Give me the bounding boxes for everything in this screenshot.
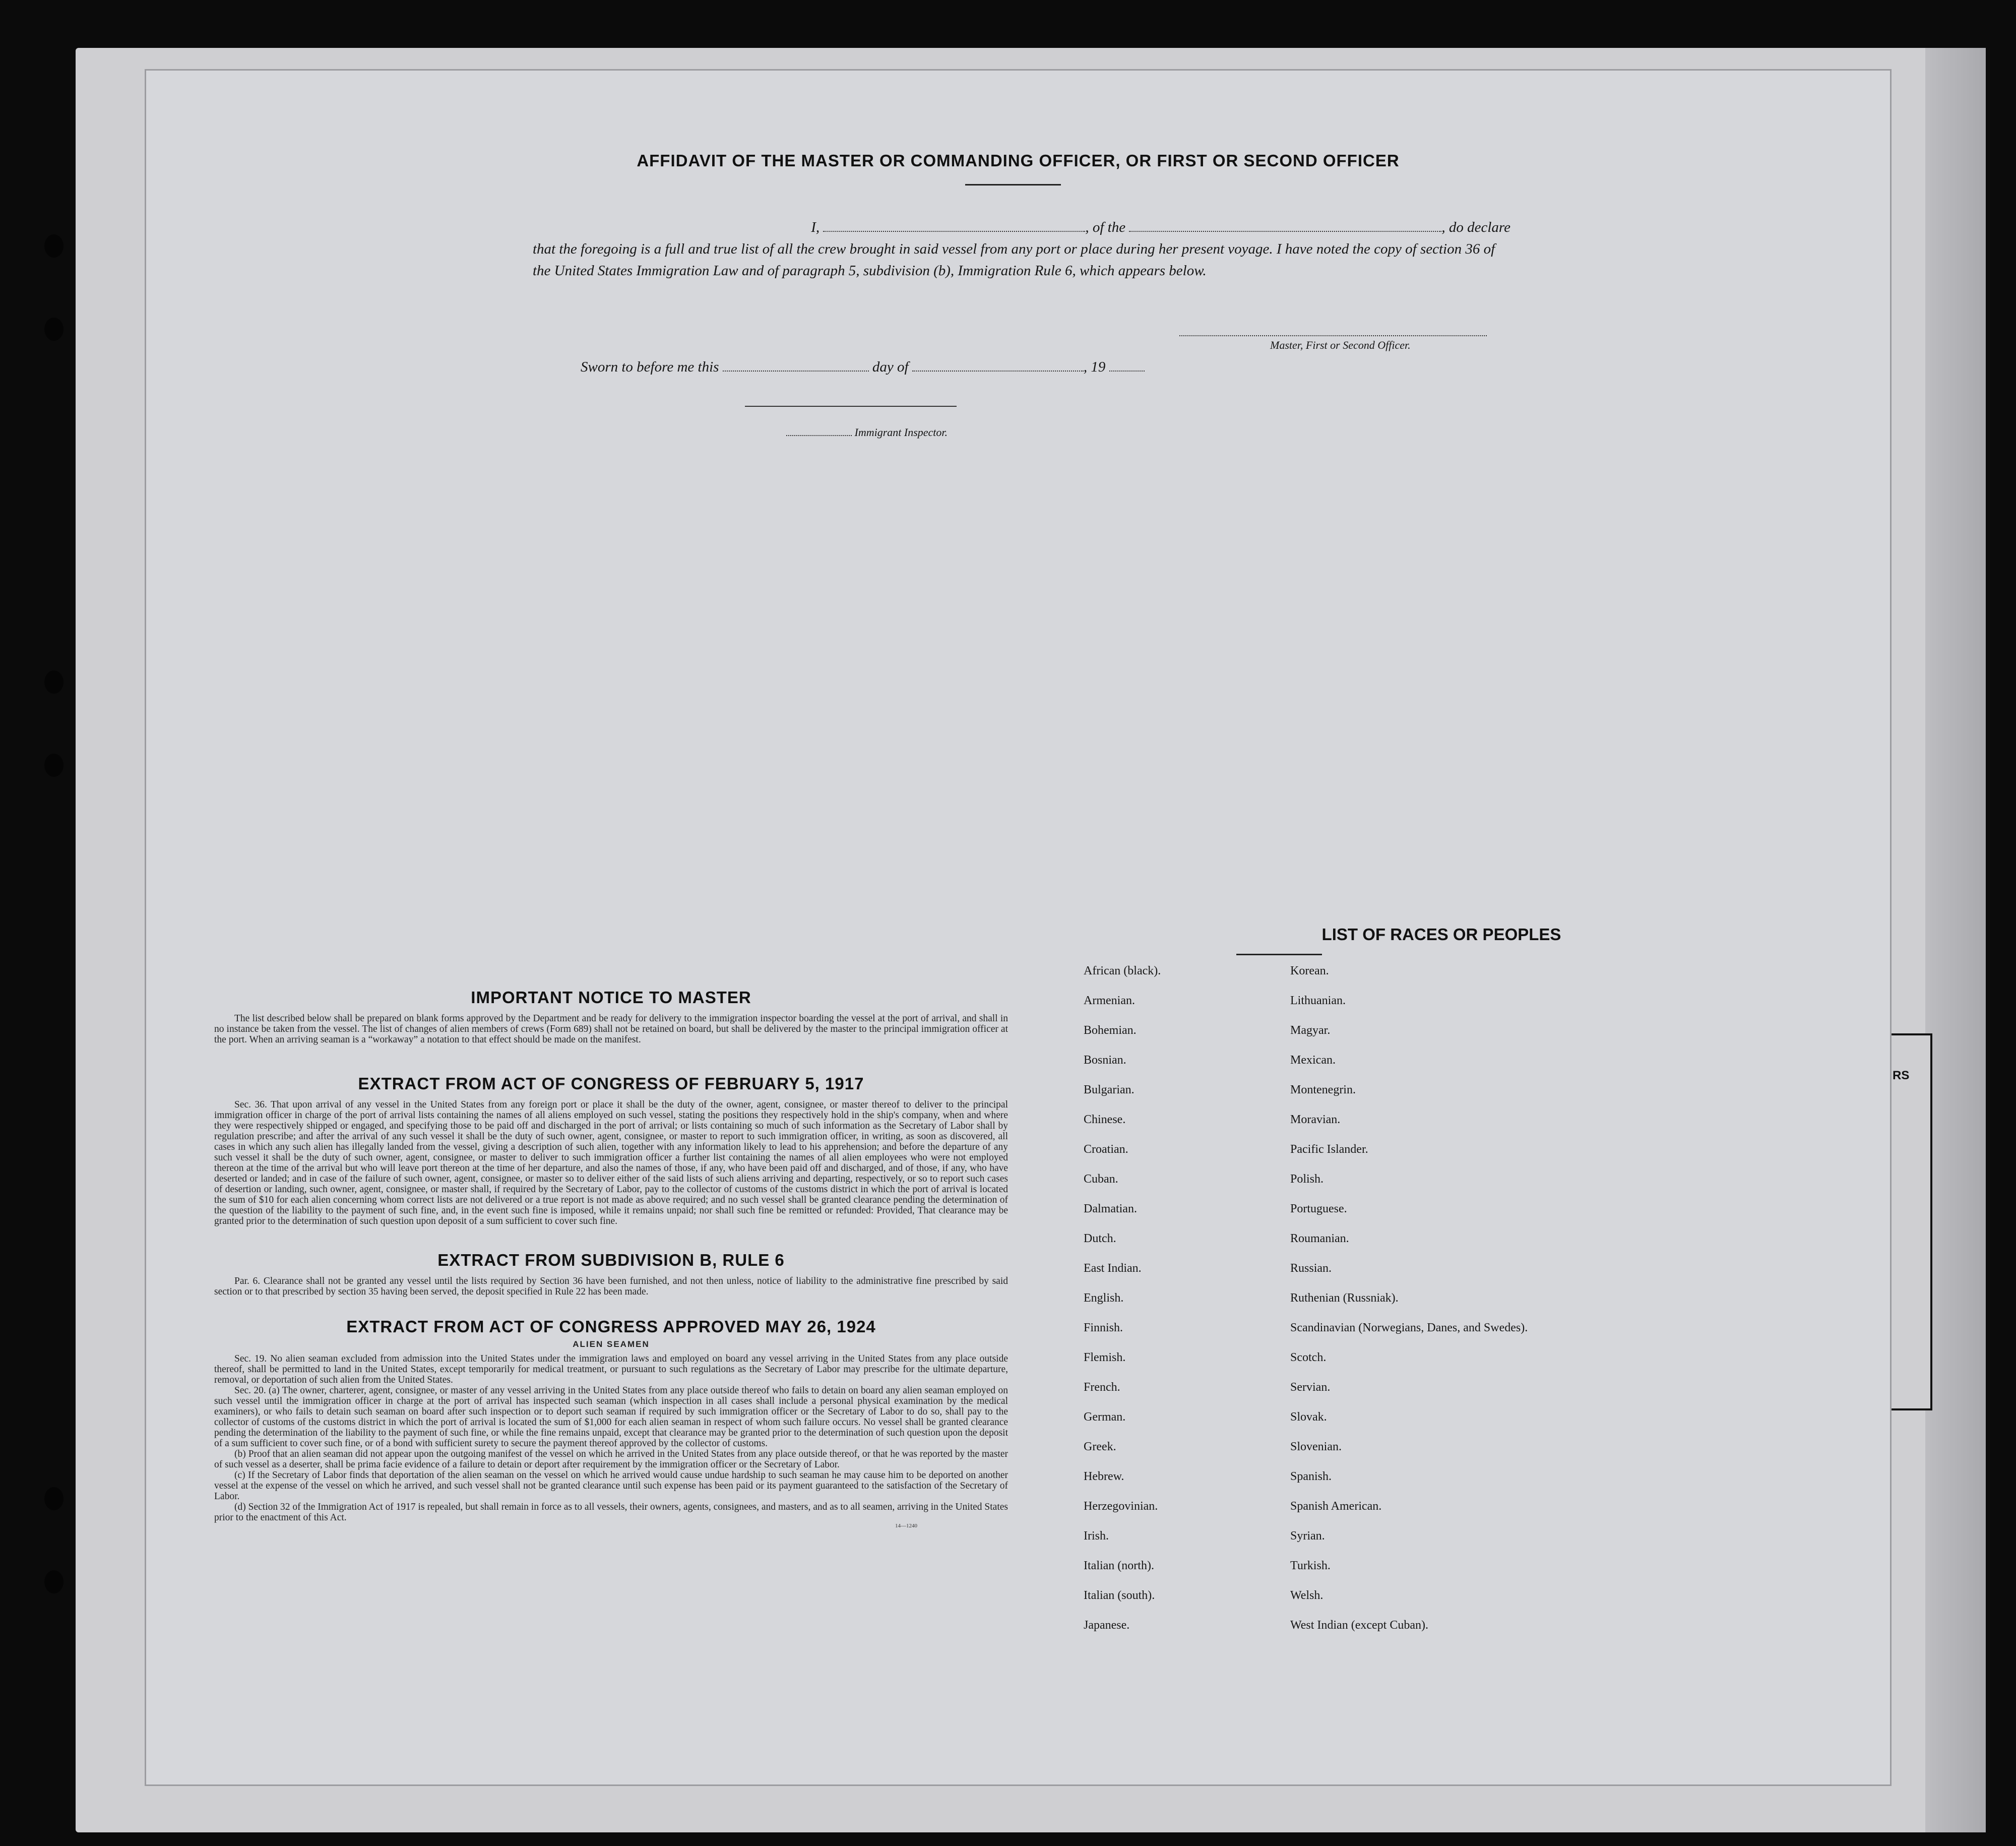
sworn-year-label: , 19 (1083, 359, 1106, 375)
race-item: German. (1084, 1410, 1126, 1424)
race-item: Greek. (1084, 1440, 1116, 1453)
race-item: Cuban. (1084, 1173, 1118, 1186)
section-paragraph: (b) Proof that an alien seaman did not appear upon the outgoing manifest of the vessel on which he arrived in the United States from any place outside thereof, or that he was reported by the master of such vessel as a deserter, shall be prima facie evidence of a failure to detain or deport after requirement by the immigration officer or the Secretary of Labor. (214, 1449, 1008, 1470)
stamp-fragment: RS (1893, 1069, 1910, 1082)
binder-hole (44, 1487, 64, 1510)
declaration-line (533, 217, 1516, 238)
notice-section (214, 1074, 1008, 1226)
race-item: Roumanian. (1290, 1232, 1349, 1245)
race-item: Polish. (1290, 1173, 1324, 1186)
section-paragraph: The list described below shall be prepared on blank forms approved by the Department and be ready for delivery to the immigration inspector boarding the vessel at the port of arrival, and shall in no instance be taken from the vessel. The list of changes of alien members of crews (Form 689) shall not be retained on board, but shall be delivered by the master to the principal immigration officer at the port. When an arriving seaman is a “workaway” a notation to that effect should be made on the manifest. (214, 1013, 1008, 1045)
inspector-label-row (786, 426, 948, 439)
race-item: Slovak. (1290, 1410, 1327, 1424)
race-item: Hebrew. (1084, 1470, 1124, 1483)
race-item: Mexican. (1290, 1054, 1336, 1067)
race-item: Japanese. (1084, 1619, 1130, 1632)
race-item: Scotch. (1290, 1351, 1327, 1364)
notice-section (214, 1317, 1008, 1529)
race-item: Turkish. (1290, 1559, 1331, 1572)
race-item: Bohemian. (1084, 1024, 1137, 1037)
section-heading: EXTRACT FROM ACT OF CONGRESS OF FEBRUARY 5, 1917 (358, 1074, 864, 1093)
race-item: English. (1084, 1291, 1124, 1305)
race-item: Pacific Islander. (1290, 1143, 1368, 1156)
race-item: Spanish. (1290, 1470, 1332, 1483)
inspector-leader-blank (786, 428, 852, 436)
race-item: Croatian. (1084, 1143, 1128, 1156)
section-paragraph: Sec. 36. That upon arrival of any vessel in the United States from any foreign port or place it shall be the duty of the owner, agent, consignee, or master thereof to deliver to the principal immigration officer in charge of the port of arrival lists containing the names of all aliens employed on such vessel, stating the positions they respectively hold in the ship's company, when and where they were respectively shipped or engaged, and specifying those to be paid off and discharged in the port of arrival; or lists containing so much of such information as the Secretary of Labor shall by regulation prescribe; and after the arrival of any such vessel it shall be the duty of such owner, agent, consignee, or master to report to such immigration officer, in writing, as soon as discovered, all cases in which any such alien has illegally landed from the vessel, giving a description of such alien, together with any information likely to lead to his apprehension; and before the departure of any such vessel it shall be the duty of such owner, agent, consignee, or master to deliver to such immigration officer a further list containing the names of all alien employees who were not employed thereon at the time of the arrival but who will leave port thereon at the time of her departure, and also the names of those, if any, who have been paid off and discharged, and of those, if any, who have deserted or landed; and in case of the failure of such owner, agent, consignee, or master so to deliver either of the said lists of such aliens arriving and departing, respectively, or so to report such cases of desertion or landing, such owner, agent, consignee, or master shall, if required by the Secretary of Labor, pay to the collector of customs of the customs district in which the port of arrival is located the sum of $10 for each alien concerning whom correct lists are not delivered or a true report is not made as above required; and no such vessel shall be granted clearance pending the determination of the question of the liability to the payment of such fine, and, in the event such fine is imposed, while it remains unpaid; nor shall such fine be remitted or refunded: Provided, That clearance may be granted prior to the determination of such question upon deposit of a sum sufficient to cover such fine. (214, 1099, 1008, 1226)
races-list (1084, 964, 1638, 1648)
section-paragraph: Sec. 19. No alien seaman excluded from admission into the United States under the immigration laws and employed on board any vessel arriving in the United States from any place outside thereof, shall be permitted to land in the United States, except temporarily for medical treatment, or pursuant to such regulations as the Secretary of Labor may prescribe for the ultimate departure, removal, or deportation of such alien from the United States. (214, 1353, 1008, 1385)
section-paragraph: (d) Section 32 of the Immigration Act of 1917 is repealed, but shall remain in force as to all vessels, their owners, agents, consignees, and masters, and as to all seamen, arriving in the United States prior to the enactment of this Act. (214, 1502, 1008, 1523)
declarant-prefix: I, (811, 219, 820, 235)
form-number: 14—1240 (895, 1523, 917, 1529)
race-item: Ruthenian (Russniak). (1290, 1291, 1399, 1305)
race-item: Syrian. (1290, 1529, 1325, 1543)
race-item: Herzegovinian. (1084, 1500, 1158, 1513)
race-item: Dalmatian. (1084, 1202, 1137, 1215)
races-title: LIST OF RACES OR PEOPLES (1321, 925, 1561, 944)
race-item: Welsh. (1290, 1589, 1324, 1602)
race-item: Bosnian. (1084, 1054, 1126, 1067)
race-item: Bulgarian. (1084, 1083, 1135, 1096)
section-paragraph: (c) If the Secretary of Labor finds that deportation of the alien seaman on the vessel on which he arrived would cause undue hardship to such seaman he may cause him to be deported on another vessel at the expense of the vessel on which he arrived, and such vessel shall not be granted clearance until such expense has been paid or its payment guaranteed to the satisfaction of the Secretary of Labor. (214, 1470, 1008, 1502)
race-item: Italian (south). (1084, 1589, 1155, 1602)
affidavit-title: AFFIDAVIT OF THE MASTER OR COMMANDING OFFICER, OR FIRST OR SECOND OFFICER (637, 151, 1400, 170)
sworn-prefix: Sworn to before me this (581, 359, 719, 375)
race-item: Irish. (1084, 1529, 1109, 1543)
sworn-month-blank[interactable] (912, 359, 1084, 372)
sheet-fold-edge (1925, 48, 1986, 1832)
section-paragraph: Sec. 20. (a) The owner, charterer, agent, consignee, or master of any vessel arriving in the United States from any place outside thereof who fails to detain on board any alien seaman employed on such vessel until the immigration officer in charge at the port of arrival has inspected such seaman (which inspection in all cases shall include a personal physical examination by the medical examiners), or who fails to detain such seaman on board after such inspection or to deport such seaman if required by such immigration officer or the Secretary of Labor to do so, shall pay to the collector of customs of the customs district in which the port of arrival is located the sum of $1,000 for each alien seaman in respect of whom such failure occurs. No vessel shall be granted clearance pending the determination of the liability to the payment of such fine, or while the fine remains unpaid, except that clearance may be granted prior to the determination of such question upon the deposit of a sum sufficient to cover such fine, or of a bond with sufficient surety to secure the payment thereof approved by the collector of customs. (214, 1385, 1008, 1449)
inspector-signature-line[interactable] (745, 406, 957, 407)
race-item: Dutch. (1084, 1232, 1116, 1245)
binder-hole (44, 234, 64, 258)
notices-column (214, 988, 1008, 1529)
vessel-name-blank[interactable] (1129, 220, 1441, 232)
declarant-name-blank[interactable] (823, 220, 1085, 232)
race-item: French. (1084, 1381, 1120, 1394)
race-item: Finnish. (1084, 1321, 1123, 1334)
race-item: Korean. (1290, 964, 1329, 977)
sworn-year-blank[interactable] (1109, 359, 1145, 372)
race-item: Magyar. (1290, 1024, 1331, 1037)
binder-hole (44, 1570, 64, 1593)
master-signature-label: Master, First or Second Officer. (1270, 339, 1411, 351)
race-item: Spanish American. (1290, 1500, 1382, 1513)
race-item: East Indian. (1084, 1262, 1142, 1275)
race-item: Chinese. (1084, 1113, 1126, 1126)
stamp-box (1887, 1033, 1932, 1410)
race-item: Montenegrin. (1290, 1083, 1356, 1096)
notice-section (214, 1251, 1008, 1297)
section-paragraph: Par. 6. Clearance shall not be granted any vessel until the lists required by Section 36 have been furnished, and not then unless, notice of liability to the administrative fine prescribed by said section or to that prescribed by section 35 having been served, the deposit specified in Rule 22 has been made. (214, 1276, 1008, 1297)
races-title-rule (1236, 954, 1322, 955)
race-item: African (black). (1084, 964, 1161, 977)
title-rule (965, 184, 1061, 186)
sworn-day-blank[interactable] (723, 359, 869, 372)
section-heading: IMPORTANT NOTICE TO MASTER (471, 988, 751, 1007)
race-item: Servian. (1290, 1381, 1331, 1394)
race-item: Slovenian. (1290, 1440, 1342, 1453)
affidavit-statement (533, 217, 1516, 282)
declaration-body: that the foregoing is a full and true list of all the crew brought in said vessel from any port or place during her present voyage. I have noted the copy of section 36 of the United States Immigration Law and of paragraph 5, subdivision (b), Immigration Rule 6, which appears below. (533, 241, 1495, 279)
race-item: Armenian. (1084, 994, 1135, 1007)
sworn-line (581, 359, 1145, 376)
binder-hole (44, 318, 64, 341)
race-item: Russian. (1290, 1262, 1332, 1275)
master-signature-line[interactable] (1179, 335, 1487, 336)
race-item: Flemish. (1084, 1351, 1126, 1364)
inspector-label: Immigrant Inspector. (854, 426, 948, 439)
race-item: West Indian (except Cuban). (1290, 1619, 1428, 1632)
do-declare-label: , do declare (1441, 219, 1510, 235)
binder-hole (44, 670, 64, 694)
section-heading: EXTRACT FROM SUBDIVISION B, RULE 6 (437, 1251, 785, 1269)
sworn-day-of-label: day of (872, 359, 909, 375)
race-item: Italian (north). (1084, 1559, 1154, 1572)
race-item: Moravian. (1290, 1113, 1341, 1126)
section-subheading: ALIEN SEAMEN (573, 1339, 650, 1349)
of-the-label: , of the (1085, 219, 1126, 235)
race-item: Scandinavian (Norwegians, Danes, and Swedes). (1290, 1321, 1528, 1334)
binder-hole (44, 754, 64, 777)
race-item: Lithuanian. (1290, 994, 1346, 1007)
notice-section (214, 988, 1008, 1045)
race-item: Portuguese. (1290, 1202, 1347, 1215)
section-heading: EXTRACT FROM ACT OF CONGRESS APPROVED MAY 26, 1924 (346, 1317, 876, 1336)
